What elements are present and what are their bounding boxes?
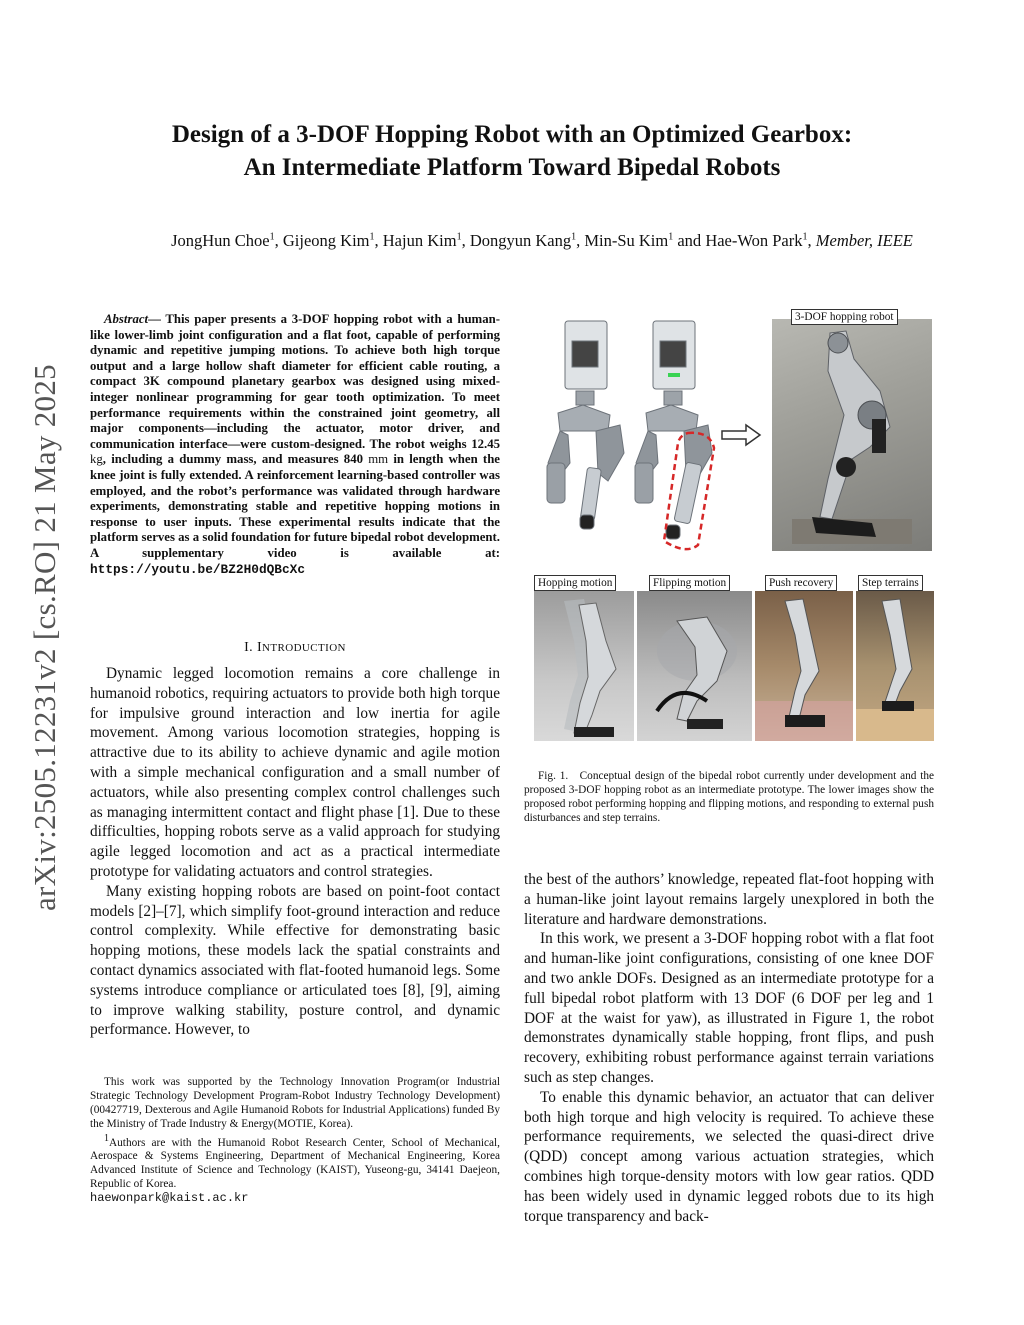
bipedal-robot-render — [538, 313, 738, 558]
push-recovery-image — [755, 591, 853, 741]
author-separator: , — [576, 231, 585, 250]
figure-label-push-recovery: Push recovery — [765, 575, 837, 591]
intro-right-column — [524, 870, 934, 1226]
figure-label-hopping-motion: Hopping motion — [534, 575, 616, 591]
unit-mm: mm — [368, 452, 389, 467]
abstract — [90, 312, 500, 577]
figure-label-hopping-robot: 3-DOF hopping robot — [791, 309, 898, 325]
abstract-dash: — — [148, 312, 166, 326]
step-terrains-image — [856, 591, 934, 741]
funding-footnote: This work was supported by the Technology Innovation Program(or Industrial Strategic Technology Development Program-Robot Industry Technology Development)(00427719, Dexterous and Agile Humanoid Robots for Industrial Applications) funded By the Ministry of Trade Industry & Energy(MOTIE, Korea). — [90, 1076, 500, 1130]
author: Gijeong Kim — [282, 231, 370, 250]
flipping-motion-image — [637, 591, 752, 741]
author-affil-sup: 1 — [369, 231, 375, 243]
intro-left-column — [90, 664, 500, 1040]
hopping-robot-image — [772, 319, 932, 551]
abstract-label: Abstract — [104, 312, 149, 326]
right-arrow-icon — [720, 423, 762, 447]
section-numeral: I. — [244, 640, 257, 655]
author: Dongyun Kang — [469, 231, 572, 250]
paper-title — [0, 118, 1024, 184]
author-list — [60, 231, 1024, 251]
abstract-text: This paper presents a 3-DOF hopping robot with a human-like lower-limb joint configuration and a flat foot, capable of performing dynamic and repetitive jumping motions. To achieve both high torque output and a large hollow shaft diameter for efficient cable routing, a compact 3K compound planetary gearbox was designed using mixed-integer nonlinear programming for gear tooth optimization. To meet performance requirements within the constrained joint geometry, all major components—including the actuator, motor driver, and communication interface—were custom-designed. The robot weighs 12.45 — [90, 312, 500, 451]
title-line-2: An Intermediate Platform Toward Bipedal Robots — [243, 154, 781, 181]
step-terrains-photo — [856, 591, 934, 741]
section-title-rest: NTRODUCTION — [262, 642, 346, 654]
author: Hae-Won Park — [705, 231, 803, 250]
author-separator: , — [807, 231, 816, 250]
section-title-initial: I — [256, 640, 263, 655]
figure-1 — [524, 305, 935, 742]
push-recovery-photo — [755, 591, 853, 741]
figure-label-step-terrains: Step terrains — [858, 575, 923, 591]
caption-text: Conceptual design of the bipedal robot currently under development and the proposed 3-DOF hopping robot as an intermediate prototype. The lower images show the proposed robot performing hopping and flipping motions, and responding to external push disturbances and step terrains. — [524, 770, 934, 824]
author-affil-sup: 1 — [571, 231, 577, 243]
author-affil-sup: 1 — [456, 231, 462, 243]
title-line-1: Design of a 3-DOF Hopping Robot with an Optimized Gearbox: — [171, 121, 853, 148]
paragraph: To enable this dynamic behavior, an actuator that can deliver both high torque and high velocity is required. To achieve these performance requirements, we selected the quasi-direct drive (QDD) concept among various actuation strategies, which combines high torque-density motors with low gear ratios. QDD has been widely used in dynamic legged robots due to its high torque transparency and back- — [524, 1088, 934, 1225]
author-affil-sup: 1 — [802, 231, 808, 243]
abstract-text: , including a dummy mass, and measures 840 — [102, 452, 369, 467]
hopping-motion-image — [534, 591, 634, 741]
paragraph: Many existing hopping robots are based on point-foot contact models [2]–[7], which simplify foot-ground interaction and reduce control complexity. While effective for demonstrating basic hopping motions, these models lack the spatial constraints and contact dynamics associated with flat-footed humanoid legs. Some systems introduce compliance or articulated toes [8], [9], aiming to improve walking stability, posture control, and dynamic performance. However, to — [90, 882, 500, 1039]
video-link[interactable]: https://youtu.be/BZ2H0dQBcXc — [90, 561, 306, 577]
affiliation-text: Authors are with the Humanoid Robot Research Center, School of Mechanical, Aerospace & Systems Engineering, Department of Mechanical Engineering, Korea Advanced Institute of Science and Technology (KAIST), Yuseong-gu, 34141 Daejeon, Republic of Korea. — [90, 1136, 500, 1191]
footnotes — [90, 1076, 500, 1206]
hopping-motion-photo — [534, 591, 634, 741]
author-separator: , — [461, 231, 470, 250]
unit-kg: kg — [90, 452, 103, 467]
author-affil-sup: 1 — [668, 231, 674, 243]
section-heading-introduction — [90, 640, 500, 656]
abstract-text: in length when the knee joint is fully extended. A reinforcement learning-based controller was employed, and the robot’s performance was validated through hardware experiments, demonstrating stable and repetitive hopping motions in response to user inputs. These experimental results indicate that the platform serves as a solid foundation for future bipedal robot development. A supplementary video is available at: — [90, 452, 500, 560]
hopping-robot-photo — [772, 319, 932, 551]
author-separator: , — [374, 231, 383, 250]
author-separator: , — [274, 231, 283, 250]
author-affil-sup: 1 — [269, 231, 275, 243]
author-separator: and — [673, 231, 706, 250]
paragraph: Dynamic legged locomotion remains a core challenge in humanoid robotics, requiring actuators to provide both high torque for impulsive ground interaction and low inertia for agile movement. Among various locomotion strategies, hopping is attractive due to its ability to achieve dynamic and agile motion with a simple mechanical configuration and a small number of actuators, while also presenting complex control challenges such as managing intermittent contact and flight phase [1]. Due to these difficulties, hopping robots serve as a valid approach for studying agile legged locomotion and act as a practical intermediate prototype for validating actuators and control strategies. — [90, 665, 500, 880]
author: Min-Su Kim — [584, 231, 669, 250]
flipping-motion-photo — [637, 591, 752, 741]
arxiv-identifier: arXiv:2505.12231v2 [cs.RO] 21 May 2025 — [27, 364, 62, 911]
caption-label: Fig. 1. — [538, 770, 569, 782]
author-email[interactable]: haewonpark@kaist.ac.kr — [90, 1191, 249, 1206]
author: JongHun Choe — [171, 231, 270, 250]
figure-caption — [524, 770, 934, 826]
affiliation-footnote — [90, 1132, 500, 1192]
paragraph: In this work, we present a 3-DOF hopping robot with a flat foot and human-like joint configurations, consisting of one knee DOF and two ankle DOFs. Designed as an intermediate prototype for a full bipedal robot platform with 13 DOF (6 DOF per leg and 1 DOF at the waist for yaw), as illustrated in Figure 1, the robot demonstrates dynamically stable hopping, front flips, and push recovery, exhibiting robust performance against terrain variations such as step changes. — [524, 930, 934, 1086]
author: Hajun Kim — [382, 231, 457, 250]
paragraph: the best of the authors’ knowledge, repeated flat-foot hopping with a human-like joint layout remains largely unexplored in both the literature and hardware demonstrations. — [524, 871, 934, 928]
footnote-sup: 1 — [104, 1132, 109, 1144]
figure-label-flipping-motion: Flipping motion — [649, 575, 730, 591]
ieee-membership: Member, IEEE — [815, 231, 913, 250]
